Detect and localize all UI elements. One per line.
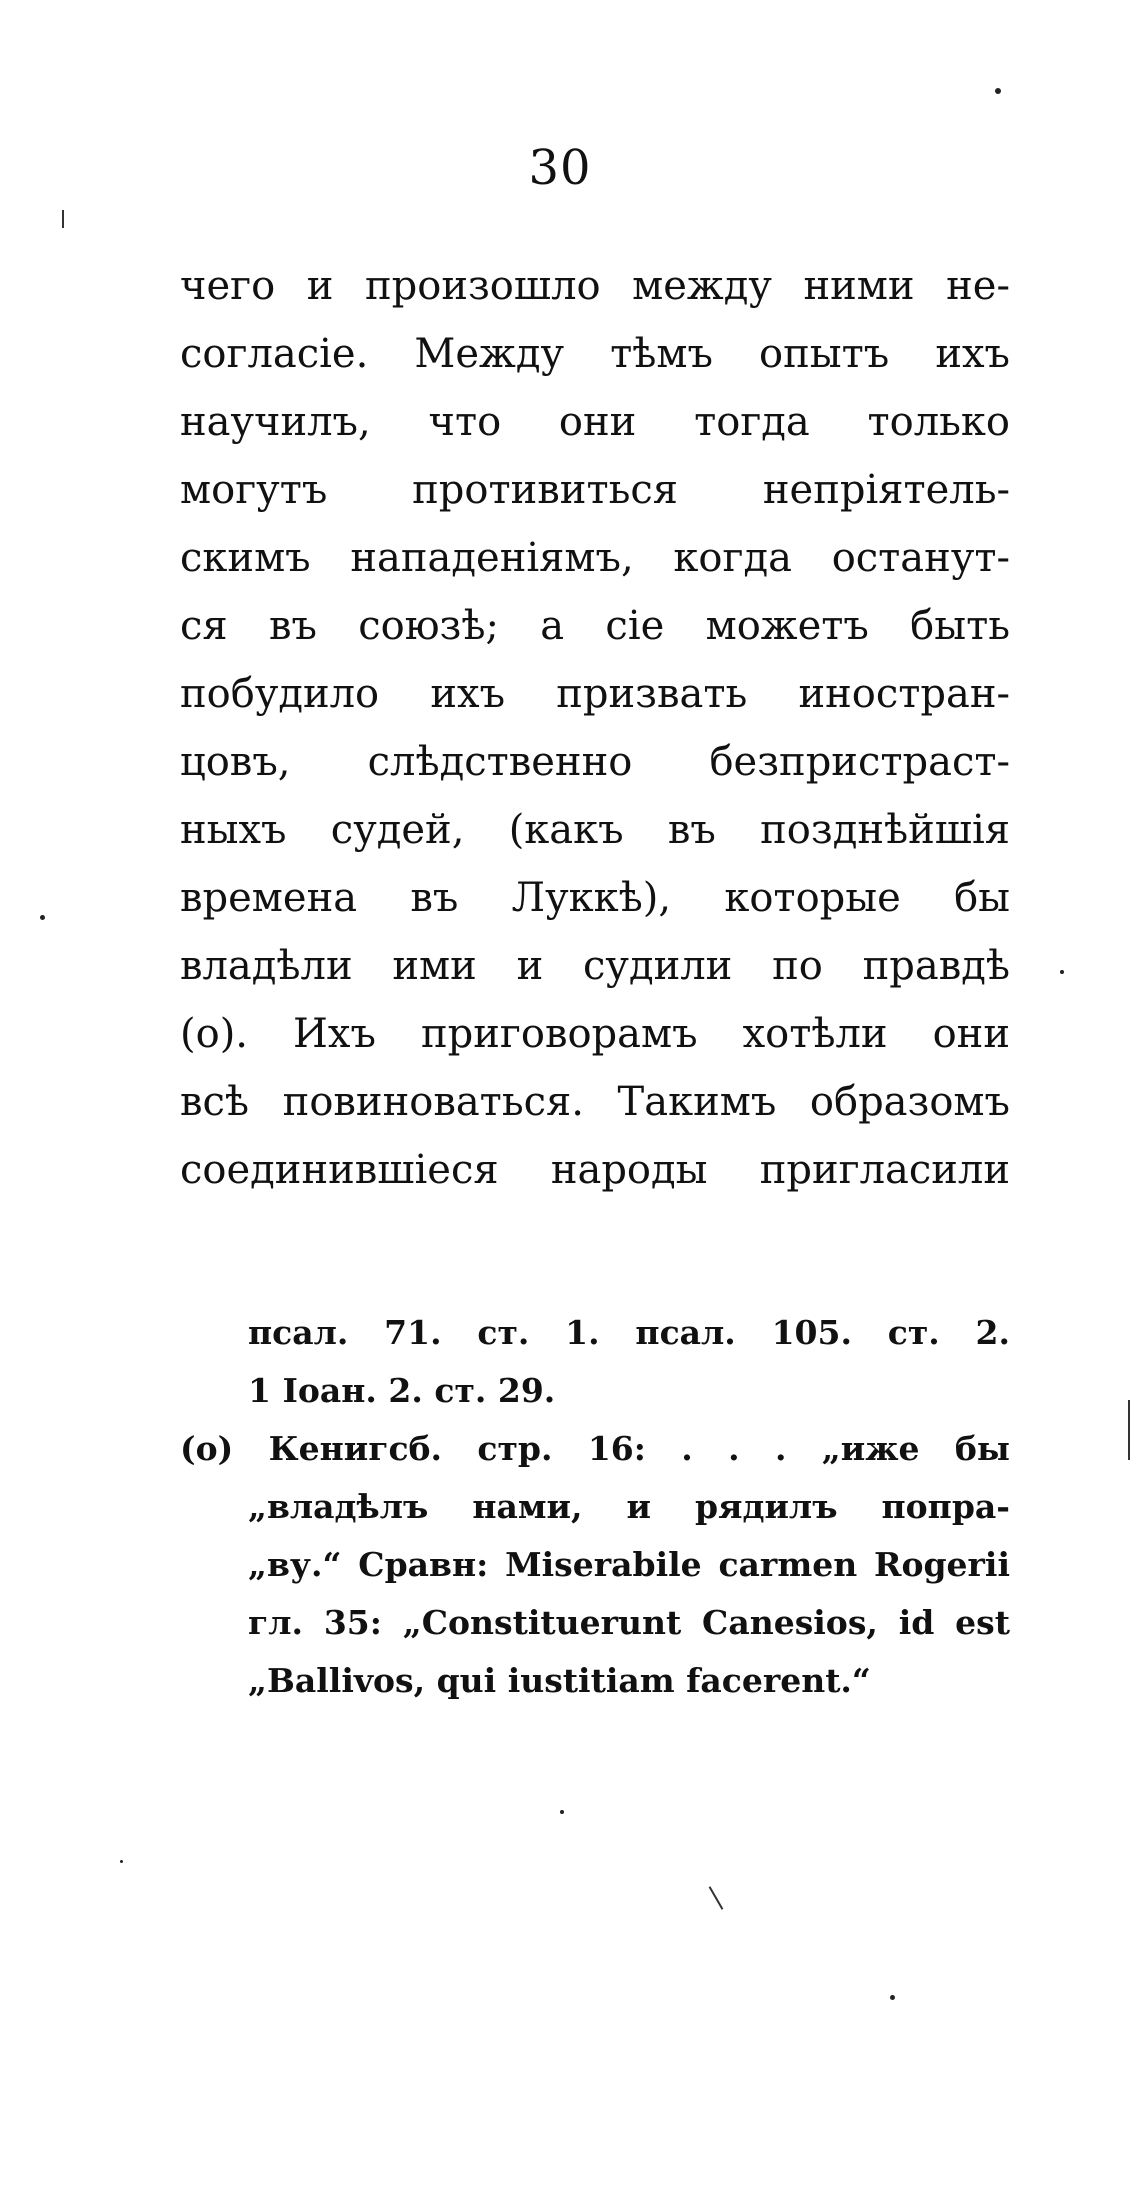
main-text-line: чего и произошло между ними не- bbox=[180, 263, 1010, 309]
footnote-line: (о) Кенигсб. стр. 16: . . . „иже бы bbox=[180, 1429, 1010, 1468]
main-text-line: владѣли ими и судили по правдѣ bbox=[180, 943, 1010, 989]
scan-speck bbox=[40, 915, 45, 920]
main-text-line: (о). Ихъ приговорамъ хотѣли они bbox=[180, 1011, 1010, 1057]
main-text-line: всѣ повиноваться. Такимъ образомъ bbox=[180, 1079, 1010, 1125]
main-text-line: научилъ, что они тогда только bbox=[180, 399, 1010, 445]
scan-speck bbox=[120, 1860, 123, 1863]
footnote-line: „ву.“ Сравн: Miserabile carmen Rogerii bbox=[248, 1545, 1010, 1584]
main-text-line: времена въ Луккѣ), которые бы bbox=[180, 875, 1010, 921]
footnotes-block bbox=[180, 1304, 1010, 1710]
footnote-line: „владѣлъ нами, и рядилъ попра- bbox=[248, 1487, 1010, 1526]
scan-speck bbox=[890, 1995, 895, 2000]
scan-mark bbox=[62, 210, 64, 228]
main-text-line: согласіе. Между тѣмъ опытъ ихъ bbox=[180, 331, 1010, 377]
main-text-block bbox=[180, 252, 1010, 1204]
main-text-line: побудило ихъ призвать иностран- bbox=[180, 671, 1010, 717]
main-text-line: цовъ, слѣдственно безпристраст- bbox=[180, 739, 1010, 785]
scan-mark bbox=[709, 1886, 724, 1910]
main-text-line: скимъ нападеніямъ, когда останут- bbox=[180, 535, 1010, 581]
main-text-line: ся въ союзѣ; а сіе можетъ быть bbox=[180, 603, 1010, 649]
main-text-line: ныхъ судей, (какъ въ позднѣйшія bbox=[180, 807, 1010, 853]
page-number: 30 bbox=[528, 140, 592, 196]
scan-speck bbox=[560, 1810, 564, 1814]
main-text-line: соединившіеся народы пригласили bbox=[180, 1147, 1010, 1193]
footnote-line: гл. 35: „Constituerunt Canesios, id est bbox=[248, 1603, 1010, 1642]
scan-mark bbox=[1128, 1400, 1130, 1460]
scan-speck bbox=[995, 88, 1001, 94]
footnote-line: псал. 71. ст. 1. псал. 105. ст. 2. bbox=[248, 1313, 1010, 1352]
scan-speck bbox=[1060, 970, 1064, 974]
main-text-line: могутъ противиться непріятель- bbox=[180, 467, 1010, 513]
footnote-line: 1 Іоан. 2. ст. 29. bbox=[248, 1371, 556, 1410]
footnote-line: „Ballivos, qui iustitiam facerent.“ bbox=[248, 1661, 871, 1700]
